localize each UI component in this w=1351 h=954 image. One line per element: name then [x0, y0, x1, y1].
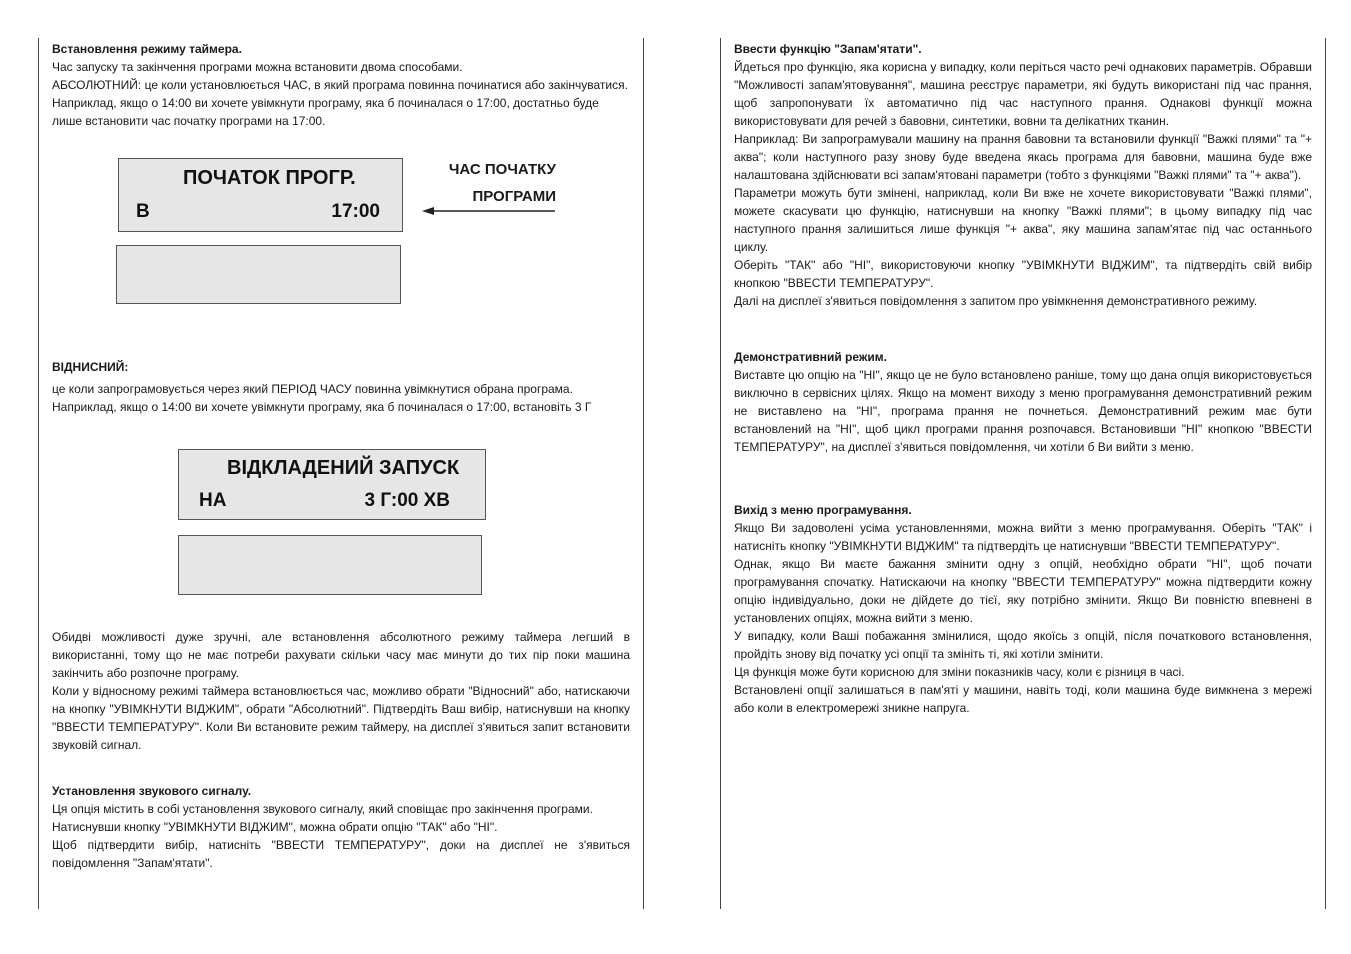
- delay-display-left: НА: [199, 490, 227, 511]
- timer-line-3: Наприклад, якщо о 14:00 ви хочете увімкнути програму, яка б починалася о 17:00, достатньо буде лише встановити час початку програми на 17:00.: [52, 96, 599, 128]
- memory-section: [734, 40, 1312, 310]
- memory-para-4: Оберіть "ТАК" або "НІ", використовуючи кнопку "УВІМКНУТИ ВІДЖИМ", та підтвердіть свій вибір кнопкою "ВВЕСТИ ТЕМПЕРАТУРУ".: [734, 258, 1312, 290]
- start-display-title: ПОЧАТОК ПРОГР.: [183, 167, 356, 189]
- delay-display-title: ВІДКЛАДЕНИЙ ЗАПУСК: [227, 457, 460, 479]
- delay-display-blank: [178, 535, 482, 595]
- sound-line-3: Щоб підтвердити вибір, натисніть "ВВЕСТИ ТЕМПЕРАТУРУ", доки на дисплеї не з'явиться повідомлення "Запам'ятати".: [52, 838, 630, 870]
- right-page-left-rule: [720, 38, 721, 909]
- start-display: [118, 158, 403, 232]
- demo-section: [734, 348, 1312, 456]
- sound-heading: Установлення звукового сигналу.: [52, 784, 252, 798]
- sound-line-2: Натиснувши кнопку "УВІМКНУТИ ВІДЖИМ", можна обрати опцію "ТАК" або "НІ".: [52, 820, 498, 834]
- timer-line-1: Час запуску та закінчення програми можна встановити двома способами.: [52, 60, 463, 74]
- exit-para-3: У випадку, коли Ваші побажання змінилися, щодо якоїсь з опцій, після початкового встановлення, пройдіть знову від початку усі опції та змініть ті, які хотіли змінити.: [734, 629, 1312, 661]
- relative-section: [52, 358, 630, 416]
- callout-line-2: ПРОГРАМИ: [472, 188, 556, 205]
- memory-heading: Ввести функцію "Запам'ятати".: [734, 42, 922, 56]
- timer-section: [52, 40, 630, 130]
- callout-line-1: ЧАС ПОЧАТКУ: [448, 161, 556, 178]
- both-para-1: Обидві можливості дуже зручні, але встановлення абсолютного режиму таймера легший в використанні, тому що не має потреби рахувати скільки часу має минути до тих пір поки машина закінчить або розпочне програму.: [52, 630, 630, 680]
- memory-para-5: Далі на дисплеї з'явиться повідомлення з запитом про увімкнення демонстративного режиму.: [734, 294, 1258, 308]
- start-display-left: B: [136, 201, 150, 222]
- memory-para-2: Наприклад: Ви запрограмували машину на прання бавовни та встановили функції "Важкі плями" та "+ аква"; коли наступного разу знову буде введена якась програма для бавовни, машина буде вже налаштована здійснювати всі запам'ятовані параметри (тобто з функціями "Важкі плями" та "+ аква").: [734, 132, 1312, 182]
- timer-heading: Встановлення режиму таймера.: [52, 42, 242, 56]
- memory-para-3: Параметри можуть бути змінені, наприклад, коли Ви вже не хочете використовувати "Важкі плями", можете скасувати цю функцію, натиснувши на кнопку "Важкі плями"; в цьому випадку під час наступного прання залишиться лише функція "+ аква", яку машина запам'ятає під час останнього циклу.: [734, 186, 1312, 254]
- exit-para-4: Ця функція може бути корисною для зміни показників часу, коли є різниця в часі.: [734, 665, 1185, 679]
- exit-heading: Вихід з меню програмування.: [734, 503, 912, 517]
- exit-para-2: Однак, якщо Ви маєте бажання змінити одну з опцій, необхідно обрати "НІ", щоб почати програмування спочатку. Натискаючи на кнопку "ВВЕСТИ ТЕМПЕРАТУРУ" можна підтвердити кожну опцію індивідуально, доки не дійдете до тієї, яку потрібно змінити. Якщо Ви повністю впевнені в установлених опціях, можна вийти з меню.: [734, 557, 1312, 625]
- exit-para-1: Якщо Ви задоволені усіма установленнями, можна вийти з меню програмування. Оберіть "ТАК" і натисніть кнопку "УВІМКНУТИ ВІДЖИМ" та підтвердіть це натиснувши "ВВЕСТИ ТЕМПЕРАТУРУ".: [734, 521, 1312, 553]
- start-time-callout: [420, 160, 556, 207]
- sound-line-1: Ця опція містить в собі установлення звукового сигналу, який сповіщає про закінчення програми.: [52, 802, 593, 816]
- start-display-time: 17:00: [331, 201, 380, 222]
- exit-para-5: Встановлені опції залишаться в пам'яті у машини, навіть тоді, коли машина буде вимкнена з мережі або коли в електромережі зникне напруга.: [734, 683, 1312, 715]
- timer-line-2: АБСОЛЮТНИЙ: це коли установлюється ЧАС, в який програма повинна починатися або закінчуватися.: [52, 78, 628, 92]
- callout-arrow: [420, 204, 560, 218]
- relative-line-2: Наприклад, якщо о 14:00 ви хочете увімкнути програму, яка б починалася о 17:00, встановіть 3 Г: [52, 400, 592, 414]
- right-page-rule: [1325, 38, 1326, 909]
- memory-para-1: Йдеться про функцію, яка корисна у випадку, коли періться часто речі однакових параметрів. Обравши "Можливості запам'ятовування", машина реєструє параметри, які будуть використані під час прання, щоб запропонувати їх автоматично під час наступного прання. Однакові функції можна використовувати для речей з бавовни, синтетики, вовни та делікатних тканин.: [734, 60, 1312, 128]
- start-display-blank: [116, 245, 401, 304]
- both-section: [52, 628, 630, 754]
- left-page-right-rule: [643, 38, 644, 909]
- both-para-2: Коли у відносному режимі таймера встановлюється час, можливо обрати "Відносний" або, натискаючи на кнопку "УВІМКНУТИ ВІДЖИМ", обрати "Абсолютний". Підтвердіть Ваш вибір, натиснувши на кнопку "ВВЕСТИ ТЕМПЕРАТУРУ". Коли Ви встановите режим таймеру, на дисплеї з'явиться запит встановити звуковій сигнал.: [52, 684, 630, 752]
- delay-display: [178, 449, 486, 520]
- demo-text: Виставте цю опцію на "НІ", якщо це не було встановлено раніше, тому що дана опція використовується виключно в сервісних цілях. Якщо на момент виходу з меню програмування демонстративний режим не виставлено на "НІ", програма прання не почнеться. Демонстративний режим має бути встановлений на "НІ", щоб цикл програми прання розпочався. Встановивши "НІ" кнопкою "ВВЕСТИ ТЕМПЕРАТУРУ", на дисплеї з'явиться повідомлення, чи хотіли б Ви вийти з меню.: [734, 368, 1312, 454]
- delay-display-value: 3 Г:00 ХВ: [364, 490, 450, 511]
- demo-heading: Демонстративний режим.: [734, 350, 887, 364]
- relative-line-1: це коли запрограмовується через який ПЕРІОД ЧАСУ повинна увімкнутися обрана програма.: [52, 382, 573, 396]
- relative-heading: ВІДНИСНИЙ:: [52, 360, 129, 374]
- sound-section: [52, 782, 630, 872]
- left-page-rule: [38, 38, 39, 909]
- exit-section: [734, 501, 1312, 717]
